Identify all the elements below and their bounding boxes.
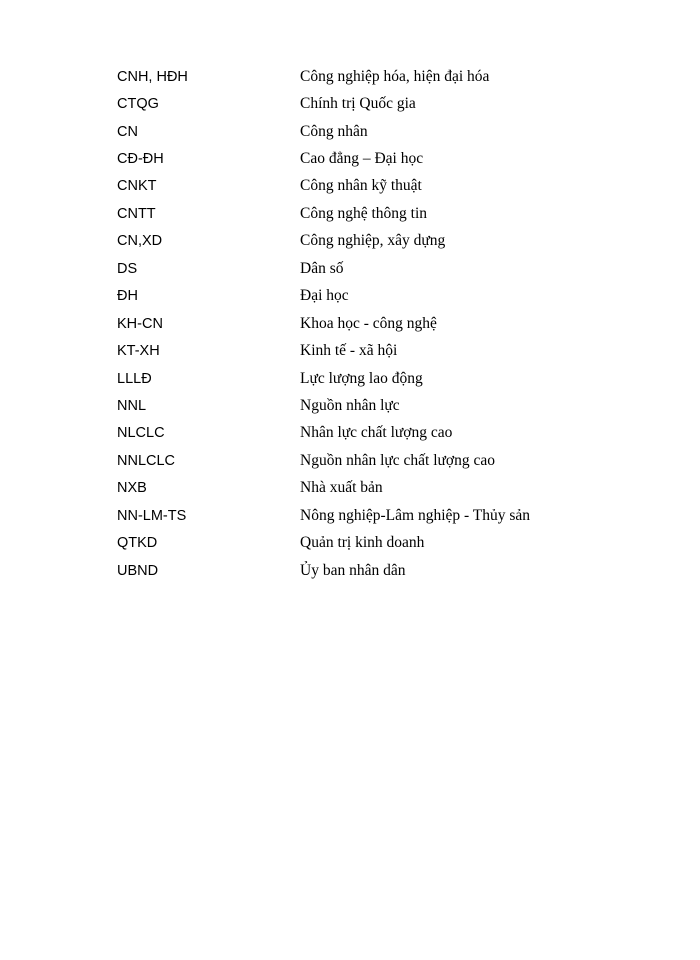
- abbreviation-meaning: Nông nghiệp-Lâm nghiệp - Thủy sản: [300, 506, 531, 524]
- abbreviation-meaning: Công nhân kỹ thuật: [300, 177, 422, 195]
- abbreviation-meaning: Lực lượng lao động: [300, 369, 423, 387]
- abbreviation-row: [117, 529, 637, 556]
- abbreviation-row: [117, 447, 637, 474]
- abbreviation-row: [117, 392, 637, 419]
- abbreviation-meaning: Kinh tế - xã hội: [300, 342, 398, 360]
- abbreviation-row: [117, 337, 637, 364]
- abbreviation-row: [117, 557, 637, 584]
- abbreviation-code: CN,XD: [117, 233, 163, 250]
- abbreviation-code: CĐ-ĐH: [117, 151, 164, 168]
- abbreviation-code: NNLCLC: [117, 452, 176, 469]
- abbreviation-row: [117, 283, 637, 310]
- abbreviation-code: NNL: [117, 397, 147, 414]
- abbreviation-meaning: Công nghệ thông tin: [300, 204, 428, 222]
- abbreviation-code: LLLĐ: [117, 370, 152, 387]
- abbreviation-meaning: Chính trị Quốc gia: [300, 95, 416, 113]
- abbreviation-code: CTQG: [117, 96, 159, 113]
- abbreviation-row: [117, 118, 637, 145]
- abbreviation-meaning: Quản trị kinh doanh: [300, 534, 425, 552]
- abbreviation-code: KT-XH: [117, 343, 160, 360]
- abbreviation-code: CNH, HĐH: [117, 68, 188, 85]
- abbreviation-row: [117, 145, 637, 172]
- abbreviation-meaning: Công nghiệp hóa, hiện đại hóa: [300, 67, 490, 85]
- abbreviation-row: [117, 173, 637, 200]
- abbreviation-code: NXB: [117, 480, 147, 497]
- abbreviation-meaning: Cao đẳng – Đại học: [300, 150, 424, 168]
- abbreviation-row: [117, 63, 637, 90]
- abbreviation-meaning: Nhân lực chất lượng cao: [300, 424, 453, 442]
- abbreviation-code: UBND: [117, 562, 159, 579]
- abbreviation-row: [117, 255, 637, 282]
- abbreviation-row: [117, 200, 637, 227]
- abbreviation-meaning: Nguồn nhân lực chất lượng cao: [300, 451, 496, 469]
- abbreviation-code: CNTT: [117, 205, 156, 222]
- abbreviation-row: [117, 475, 637, 502]
- abbreviation-meaning: Khoa học - công nghệ: [300, 314, 437, 332]
- abbreviation-code: NN-LM-TS: [117, 507, 187, 524]
- abbreviation-code: CNKT: [117, 178, 157, 195]
- abbreviation-row: [117, 310, 637, 337]
- abbreviation-meaning: Nhà xuất bản: [300, 479, 383, 497]
- abbreviation-row: [117, 365, 637, 392]
- abbreviation-code: DS: [117, 260, 138, 277]
- abbreviation-meaning: Công nghiệp, xây dựng: [300, 232, 446, 250]
- abbreviation-meaning: Dân số: [300, 259, 344, 277]
- abbreviation-code: QTKD: [117, 535, 158, 552]
- abbreviation-code: ĐH: [117, 288, 138, 305]
- abbreviation-code: NLCLC: [117, 425, 165, 442]
- abbreviation-meaning: Công nhân: [300, 122, 368, 140]
- abbreviation-code: KH-CN: [117, 315, 163, 332]
- abbreviation-meaning: Ủy ban nhân dân: [300, 561, 406, 579]
- abbreviation-meaning: Nguồn nhân lực: [300, 396, 400, 414]
- abbreviation-row: [117, 420, 637, 447]
- abbreviation-row: [117, 502, 637, 529]
- abbreviation-meaning: Đại học: [300, 287, 349, 305]
- abbreviation-row: [117, 90, 637, 117]
- abbreviation-code: CN: [117, 123, 138, 140]
- abbreviation-list: [117, 63, 637, 584]
- abbreviation-row: [117, 228, 637, 255]
